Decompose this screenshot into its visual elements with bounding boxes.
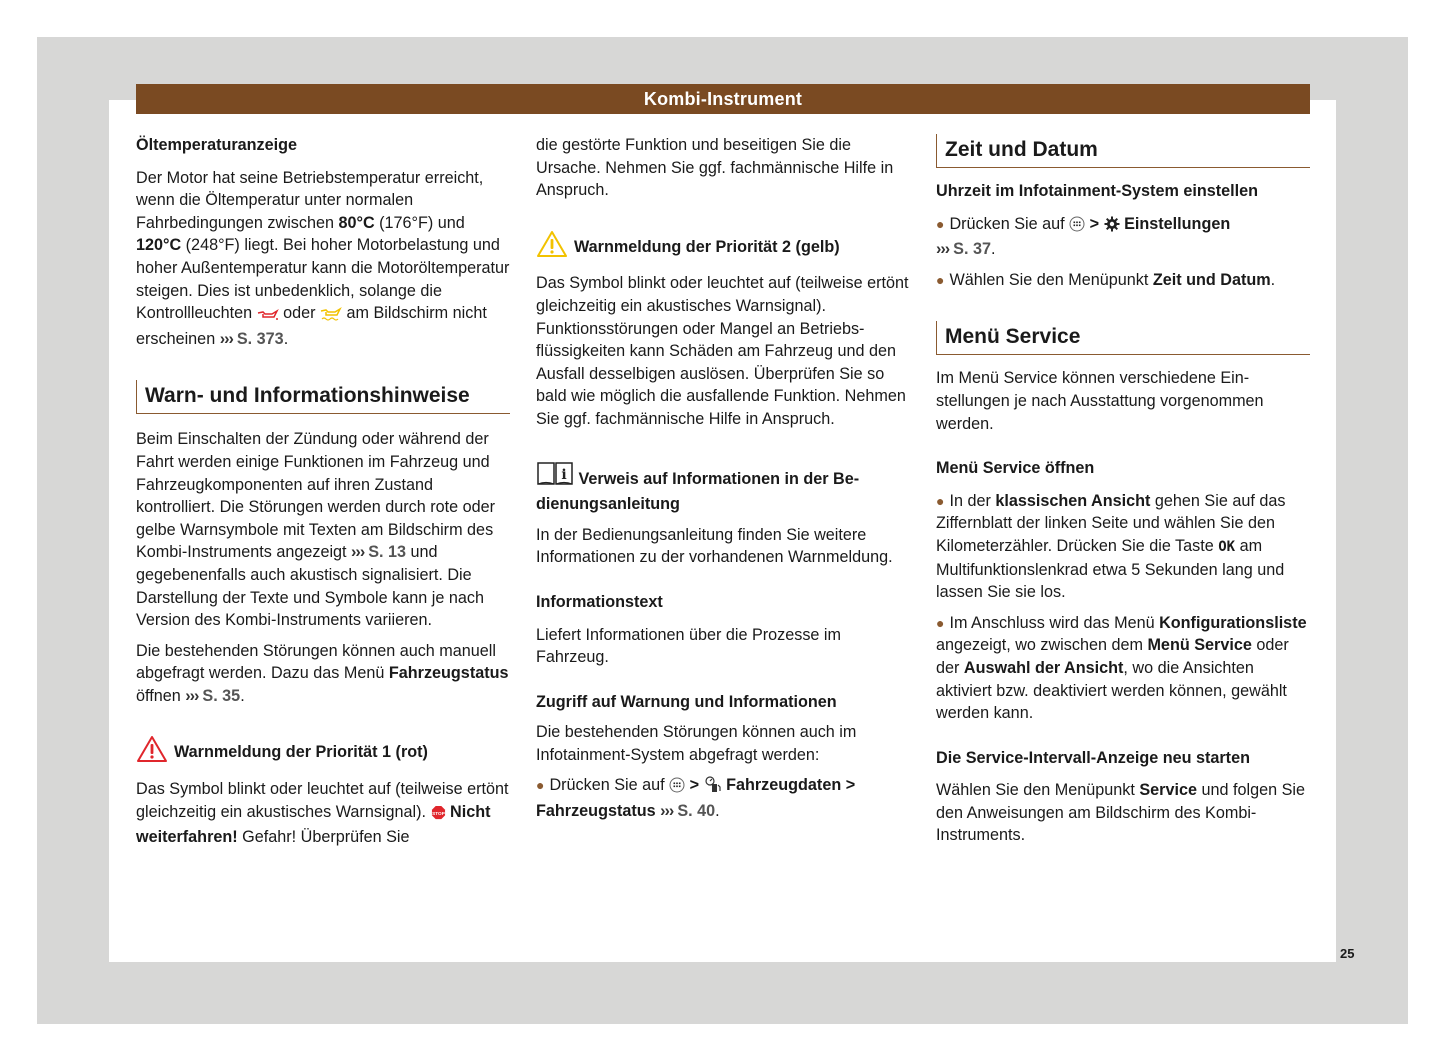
menu-grid-icon bbox=[1069, 216, 1085, 239]
page-ref-link[interactable]: S. 35 bbox=[202, 686, 241, 705]
oil-pressure-red-icon bbox=[257, 305, 279, 328]
oil-temp-heading: Öltemperaturanzeige bbox=[136, 136, 298, 154]
time-subheading: Uhrzeit im Infotainment-System einstellen bbox=[936, 182, 1259, 200]
time-bullet-2: ● Wählen Sie den Menüpunkt Zeit und Datum. bbox=[936, 270, 1276, 289]
service-reset-paragraph: Wählen Sie den Menüpunkt Service und folgen Sie den Anweisungen am Bildschirm des Kombi-Instruments. bbox=[936, 781, 1305, 845]
access-bullet: ● Drücken Sie auf > Fahrzeugdaten > Fahrzeugstatus ››› S. 40. bbox=[536, 776, 856, 821]
service-open-bullet-2: ● Im Anschluss wird das Menü Konfigurationsliste angezeigt, wo zwischen dem Menü Service oder der Auswahl der Ansicht, wo die Ansichten aktiviert bzw. deaktiviert werden können, gewählt werden kann. bbox=[936, 613, 1307, 723]
page-ref-link[interactable]: S. 40 bbox=[677, 802, 716, 821]
service-open-heading: Menü Service öffnen bbox=[936, 459, 1095, 478]
chapter-banner: Kombi-Instrument bbox=[136, 84, 1310, 114]
access-paragraph: Die bestehenden Störungen können auch im Infotainment-System abgefragt werden: bbox=[536, 723, 857, 764]
manual-reference-heading: i Verweis auf Informationen in der Bedienungsanleitung bbox=[536, 459, 910, 516]
page-ref-link[interactable]: S. 13 bbox=[368, 543, 407, 562]
svg-text:i: i bbox=[561, 466, 567, 483]
warning-triangle-yellow-icon bbox=[536, 230, 568, 265]
page-number: 25 bbox=[1340, 946, 1355, 961]
continued-paragraph: die gestörte Funktion und beseitigen Sie die Ursache. Nehmen Sie ggf. fachmännische Hilfe in Anspruch. bbox=[536, 136, 894, 200]
menu-grid-icon bbox=[669, 777, 685, 800]
bullet-icon: ● bbox=[936, 492, 945, 509]
priority-2-paragraph: Das Symbol blinkt oder leuchtet auf (teilweise ertönt gleichzeitig ein akustisches Warnsignal). Funktionsstörungen oder Mangel an Betriebsflüssigkeiten kann Schäden am Fahrzeug und den Ausfall desselbigen auslösen. Überprüfen Sie so bald wie möglich die ausfallende Funktion. Nehmen Sie ggf. fachmännische Hilfe in Anspruch. bbox=[536, 274, 909, 428]
column-1 bbox=[136, 134, 510, 857]
bullet-icon: ● bbox=[936, 614, 945, 631]
bullet-icon: ● bbox=[536, 777, 545, 794]
column-2 bbox=[536, 134, 910, 831]
gear-icon bbox=[1104, 216, 1120, 239]
priority-1-paragraph: Das Symbol blinkt oder leuchtet auf (teilweise ertönt gleichzeitig ein akustisches Warnsignal). STOP Nicht weiterfahren! Gefahr! Überprüfen Sie bbox=[136, 780, 509, 847]
service-paragraph: Im Menü Service können verschiedene Einstellungen je nach Ausstattung vorgenommen werden. bbox=[936, 369, 1264, 433]
infotext-paragraph: Liefert Informationen über die Prozesse im Fahrzeug. bbox=[536, 625, 842, 667]
warnings-paragraph-2: Die bestehenden Störungen können auch manuell abgefragt werden. Dazu das Menü Fahrzeugstatus öffnen ››› S. 35. bbox=[136, 641, 509, 705]
svg-text:STOP: STOP bbox=[431, 810, 445, 816]
column-3 bbox=[936, 134, 1310, 855]
oil-temp-paragraph: Der Motor hat seine Betriebstemperatur erreicht, wenn die Öltemperatur unter normalen Fahrbedingungen zwischen 80°C (176°F) und 120°C (248°F) liegt. Bei hoher Motorbelastung und hoher Außentemperatur kann die Motoröltemperatur steigen. Dies ist unbedenklich, solange die Kontrollleuchten oder am Bildschirm nicht erscheinen ››› S. 373. bbox=[136, 168, 510, 348]
section-title-time-date: Zeit und Datum bbox=[936, 134, 1310, 168]
oil-level-yellow-icon bbox=[320, 305, 342, 328]
page-ref-link[interactable]: S. 373 bbox=[236, 329, 284, 348]
bullet-icon: ● bbox=[936, 215, 945, 232]
page-ref-link[interactable]: S. 37 bbox=[953, 240, 991, 259]
priority-2-heading: Warnmeldung der Priorität 2 (gelb) bbox=[536, 230, 910, 265]
service-open-bullet-1: ● In der klassischen Ansicht gehen Sie auf das Ziffernblatt der linken Seite und wählen Sie den Kilometerzähler. Drücken Sie die Taste OK am Multifunktionslenkrad etwa 5 Sekunden lang und lassen Sie sie los. bbox=[936, 491, 1286, 602]
priority-1-heading: Warnmeldung der Priorität 1 (rot) bbox=[136, 735, 510, 770]
section-title-warnings: Warn- und Informationshinweise bbox=[136, 380, 510, 414]
stop-sign-icon bbox=[431, 804, 446, 827]
access-heading: Zugriff auf Warnung und Informationen bbox=[536, 692, 837, 711]
manual-reference-paragraph: In der Bedienungsanleitung finden Sie weitere Informationen zu der vorhandenen Warnmeldung. bbox=[536, 525, 893, 567]
infotext-heading: Informationstext bbox=[536, 592, 663, 611]
time-bullet-1: ● Drücken Sie auf > Einstellungen ››› S. 37. bbox=[936, 214, 1231, 259]
warning-triangle-red-icon bbox=[136, 735, 168, 770]
warnings-paragraph-1: Beim Einschalten der Zündung oder während der Fahrt werden einige Funktionen im Fahrzeug und Fahrzeugkomponenten auf ihren Zustand kontrolliert. Die Störungen werden durch rote oder gelbe Warnsymbole mit Texten am Bildschirm des Kombi-Instruments angezeigt ››› S. 13 und gegebenenfalls auch akustisch signalisiert. Die Darstellung der Texte und Symbole kann je nach Version des Kombi-Instruments variieren. bbox=[136, 430, 496, 630]
book-info-icon bbox=[536, 459, 574, 494]
ok-key-label: OK bbox=[1218, 538, 1236, 555]
section-title-service-menu: Menü Service bbox=[936, 321, 1310, 355]
vehicle-data-icon bbox=[704, 775, 722, 800]
service-reset-heading: Die Service-Intervall-Anzeige neu starten bbox=[936, 748, 1250, 767]
bullet-icon: ● bbox=[936, 271, 945, 288]
